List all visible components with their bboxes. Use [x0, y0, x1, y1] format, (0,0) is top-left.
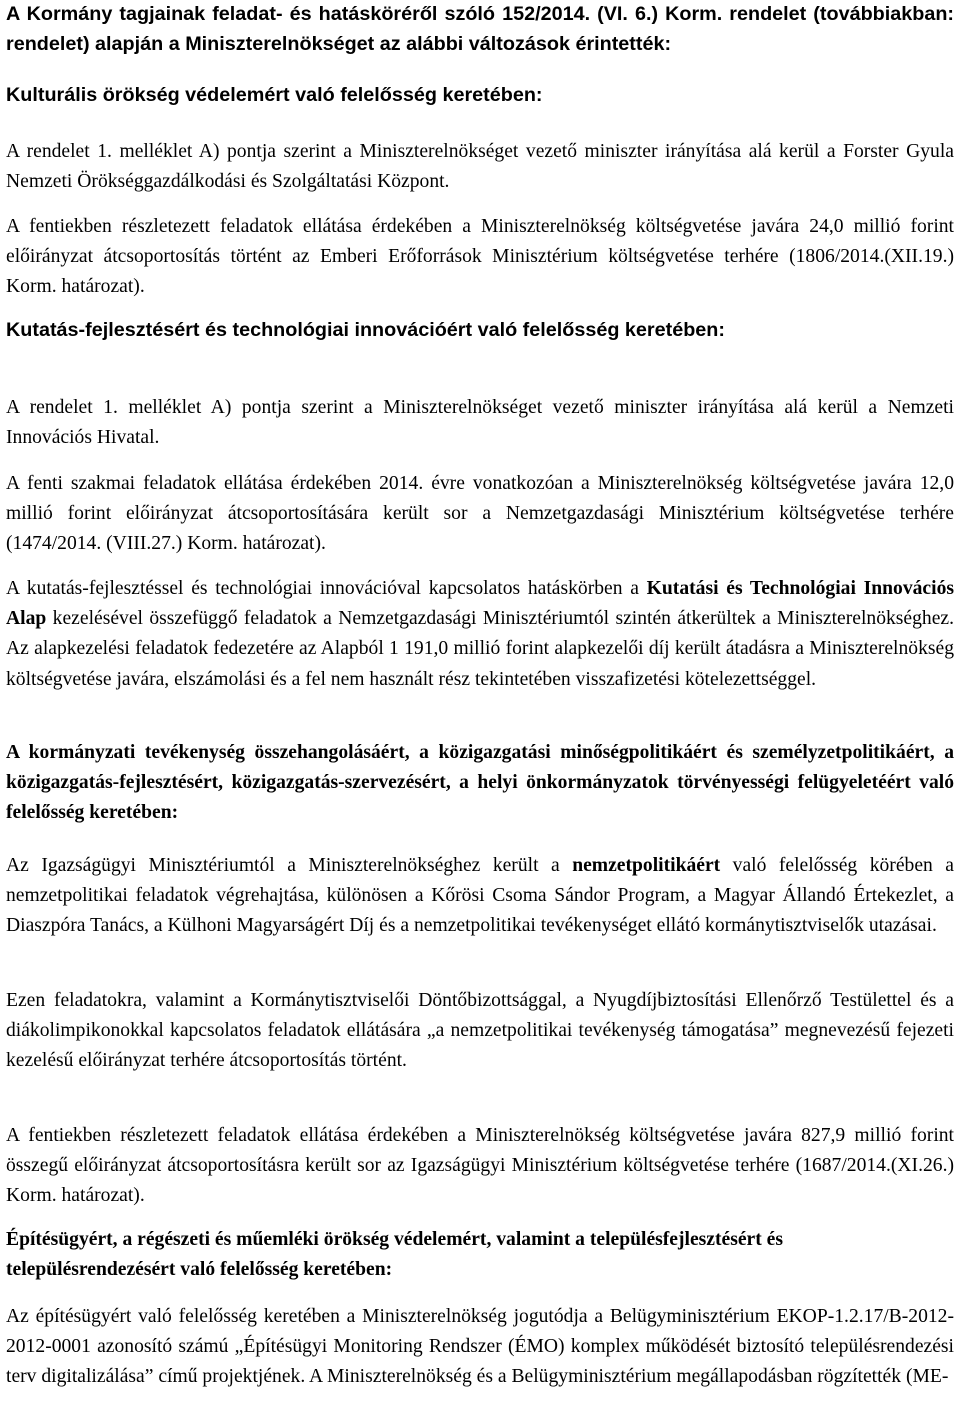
section-heading-construction-heritage: Építésügyért, a régészeti és műemléki örökség védelemért, valamint a településfejlesztésért és településrendezésért való felelősség keretében: [6, 1229, 783, 1281]
section-heading-government-coordination: A kormányzati tevékenység összehangolásáért, a közigazgatási minőségpolitikáért és személyzetpolitikáért, a közigazgatás-fejlesztésért, közigazgatás-szervezésért, a helyi önkormányzatok törvényességi felügyeletéért való felelősség keretében: [6, 742, 954, 824]
paragraph-appropriation-transfer: Ezen feladatokra, valamint a Kormánytisztviselői Döntőbizottsággal, a Nyugdíjbiztosítási Ellenőrző Testülettel és a diákolimpikonokkal kapcsolatos feladatok ellátására „a nemzetpolitikai tevékenység támogatása” megnevezésű fejezeti kezelésű előirányzat terhére átcsoportosítás történt. [6, 990, 954, 1072]
paragraph-national-policy [6, 851, 954, 942]
section-heading-cultural-heritage: Kulturális örökség védelemért való felelősség keretében: [6, 84, 543, 106]
intro-paragraph: A Kormány tagjainak feladat- és hatásköréről szóló 152/2014. (VI. 6.) Korm. rendelet (továbbiakban: rendelet) alapján a Miniszterelnökséget az alábbi változások érintették: [6, 3, 954, 55]
paragraph-innovation-budget: A fenti szakmai feladatok ellátása érdekében 2014. évre vonatkozóan a Miniszterelnökség költségvetése javára 12,0 millió forint előirányzat átcsoportosítására került sor a Nemzetgazdasági Minisztérium költségvetése terhére (1474/2014. (VIII.27.) Korm. határozat). [6, 473, 954, 555]
paragraph-research-fund-text-b: kezelésével összefüggő feladatok a Nemzetgazdasági Minisztériumtól szintén átkerültek a Miniszterelnökséghez. Az alapkezelési feladatok fedezetére az Alapból 1 191,0 millió forint alapkezelői díj került átadásra a Miniszterelnökség költségvetése javára, elszámolási és a fel nem használt rész tekintetében visszafizetési kötelezettséggel. [6, 608, 954, 690]
paragraph-research-fund-text-a: A kutatás-fejlesztéssel és technológiai innovációval kapcsolatos hatáskörben a [6, 578, 647, 599]
paragraph-cultural-budget: A fentiekben részletezett feladatok ellátása érdekében a Miniszterelnökség költségvetése javára 24,0 millió forint előirányzat átcsoportosítás történt az Emberi Erőforrások Minisztérium költségvetése terhére (1806/2014.(XII.19.) Korm. határozat). [6, 216, 954, 298]
paragraph-national-policy-text-b: való felelősség körében a nemzetpolitikai feladatok végrehajtása, különösen a Kőrösi Csoma Sándor Program, a Magyar Állandó Értekezlet, a Diaszpóra Tanács, a Külhoni Magyarságért Díj és a nemzetpolitikai tevékenységet ellátó kormánytisztviselők utazásai. [6, 855, 954, 937]
section-heading-research-innovation: Kutatás-fejlesztésért és technológiai innovációért való felelősség keretében: [6, 319, 725, 341]
paragraph-construction-project: Az építésügyért való felelősség keretében a Miniszterelnökség jogutódja a Belügyminisztérium EKOP-1.2.17/B-2012-2012-0001 azonosító számú „Építésügyi Monitoring Rendszer (ÉMO) komplex működését biztosító településrendezési terv digitalizálása” című projektjének. A Miniszterelnökség és a Belügyminisztérium megállapodásban rögzítették (ME- [6, 1306, 954, 1388]
paragraph-research-fund [6, 574, 954, 695]
paragraph-national-policy-text-a: Az Igazságügyi Minisztériumtól a Miniszterelnökséghez került a [6, 855, 573, 876]
paragraph-justice-budget: A fentiekben részletezett feladatok ellátása érdekében a Miniszterelnökség költségvetése javára 827,9 millió forint összegű előirányzat átcsoportosításra került sor az Igazságügyi Minisztérium költségvetése terhére (1687/2014.(XI.26.) Korm. határozat). [6, 1125, 954, 1207]
research-fund-name: Kutatási és Technológiai Innovációs Alap [6, 578, 954, 630]
national-policy-term: nemzetpolitikáért [572, 855, 721, 876]
paragraph-innovation-office: A rendelet 1. melléklet A) pontja szerint a Miniszterelnökséget vezető miniszter irányítása alá kerül a Nemzeti Innovációs Hivatal. [6, 397, 954, 449]
paragraph-forster-center: A rendelet 1. melléklet A) pontja szerint a Miniszterelnökséget vezető miniszter irányítása alá kerül a Forster Gyula Nemzeti Örökséggazdálkodási és Szolgáltatási Központ. [6, 141, 954, 193]
